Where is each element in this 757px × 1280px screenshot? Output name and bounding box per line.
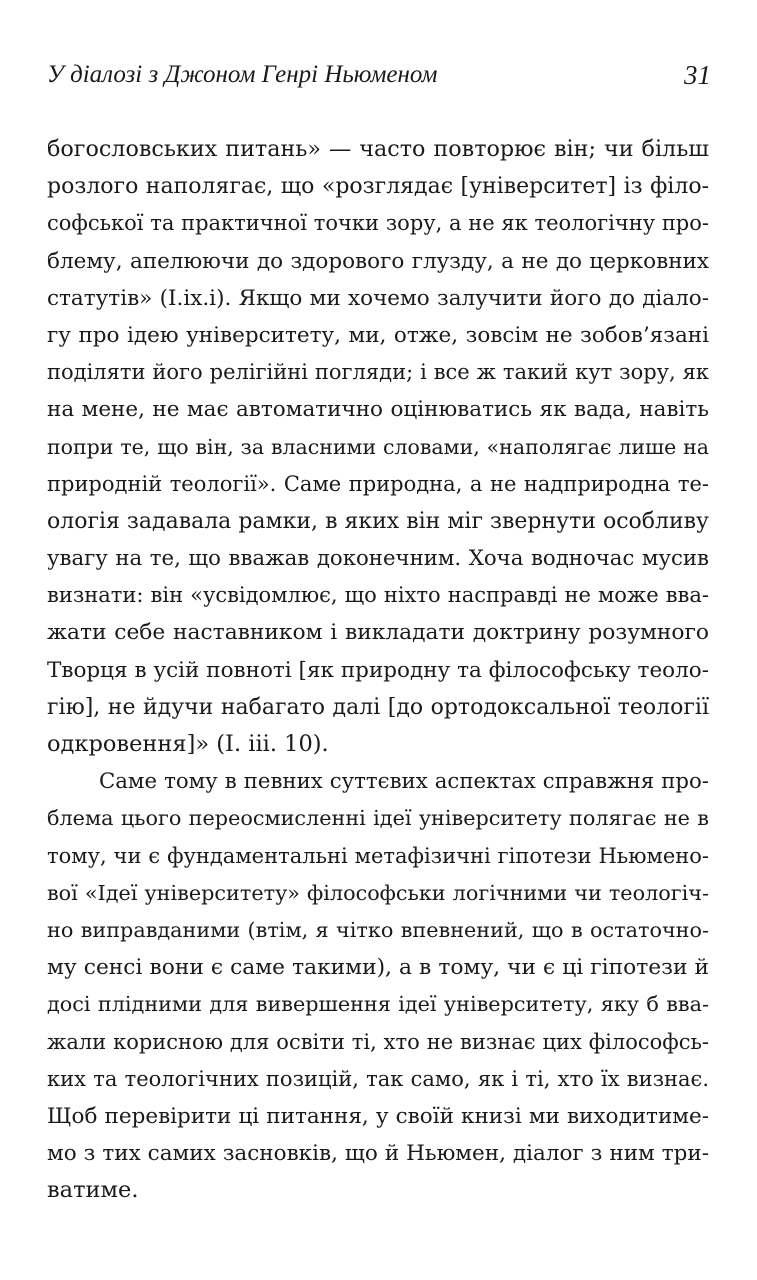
text-line: софської та практичної точки зору, а не як теологічну про- xyxy=(47,211,709,236)
text-line: блему, апелюючи до здорового глузду, а не до церковних xyxy=(47,248,709,274)
page-number: 31 xyxy=(684,60,711,90)
paragraph-2 xyxy=(47,763,709,1209)
text-line: но виправданими (втім, я чітко впевнений, що в остаточно- xyxy=(47,917,709,942)
text-line: гію], не йдучи набагато далі [до ортодоксальної теології xyxy=(47,694,709,720)
text-line: блема цього переосмисленні ідеї університету полягає не в xyxy=(47,806,709,831)
text-line: вої «Ідеї університету» філософськи логічними чи теологіч- xyxy=(47,880,709,905)
text-line: одкровення]» (I. iii. 10). xyxy=(47,731,329,757)
text-line: увагу на те, що вважав доконечним. Хоча водночас мусив xyxy=(47,546,709,572)
text-line: тому, чи є фундаментальні метафізичні гіпотези Ньюменo- xyxy=(47,843,709,868)
text-line: жали корисною для освіти ті, хто не визнає цих філософсь- xyxy=(47,1029,709,1054)
text-line: богословських питань» — часто повторює він; чи більш xyxy=(47,136,709,162)
text-line: ких та теологічних позицій, так само, як і ті, хто їх визнає. xyxy=(47,1066,709,1091)
text-line: розлого наполягає, що «розглядає [університет] із філо- xyxy=(47,174,709,200)
text-line: визнати: він «усвідомлює, що ніхто насправді не може вва- xyxy=(47,583,709,608)
text-line: Щоб перевірити ці питання, у своїй книзі ми виходитиме- xyxy=(47,1103,709,1129)
text-line: му сенсі вони є саме такими), а в тому, чи є ці гіпотези й xyxy=(47,955,709,981)
text-line: ологія задавала рамки, в яких він міг звернути особливу xyxy=(47,508,709,534)
text-line: жати себе наставником і викладати доктрину розумного xyxy=(47,620,709,646)
text-line: природній теології». Саме природна, а не надприродна те- xyxy=(47,471,709,496)
text-line: мо з тих самих засновків, що й Ньюмен, діалог з ним три- xyxy=(47,1141,709,1167)
paragraph-1 xyxy=(47,131,709,763)
text-line: досі плідними для вивершення ідеї університету, яку б вва- xyxy=(47,992,709,1017)
text-line: Творця в усій повноті [як природну та філософську теоло- xyxy=(47,657,709,683)
text-line: гу про ідею університету, ми, отже, зовсім не зобов’язані xyxy=(47,322,709,348)
body-text xyxy=(47,131,709,1209)
text-line: Саме тому в певних суттєвих аспектах справжня про- xyxy=(99,769,709,795)
text-line: поділяти його релігійні погляди; і все ж такий кут зору, як xyxy=(47,360,709,385)
text-line: ватиме. xyxy=(47,1177,139,1204)
text-line: попри те, що він, за власними словами, «наполягає лише на xyxy=(47,434,709,459)
text-line: статутів» (I.ix.i). Якщо ми хочемо залучити його до діало- xyxy=(47,285,709,311)
running-head: У діалозі з Джоном Генрі Ньюменом xyxy=(47,61,438,88)
text-line: на мене, не має автоматично оцінюватись як вада, навіть xyxy=(47,397,709,423)
